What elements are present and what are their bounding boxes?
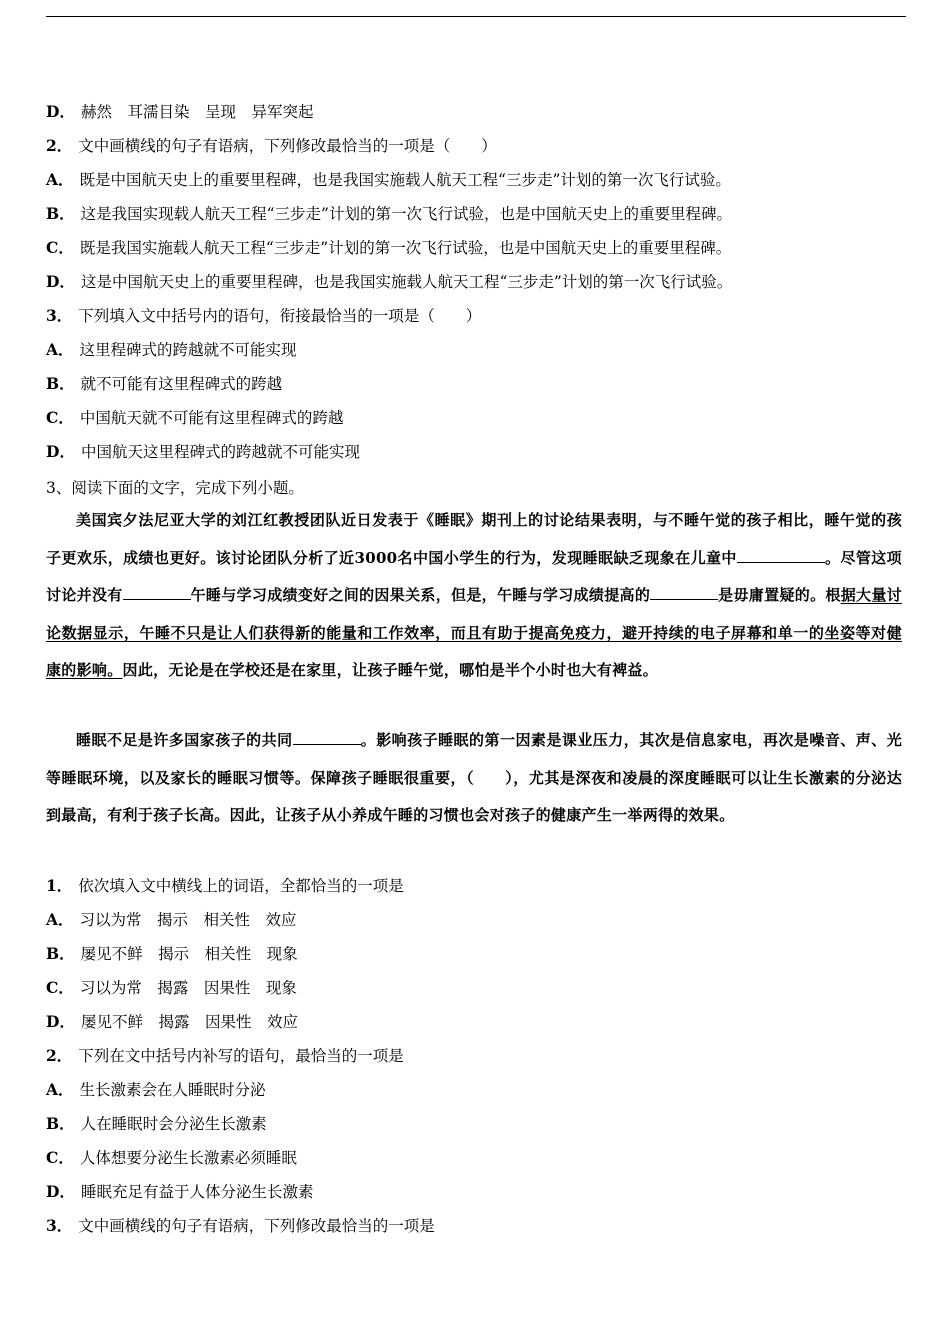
sq3-stem: [46, 1216, 435, 1236]
question-text: 文中画横线的句子有语病，下列修改最恰当的一项是（ ）: [78, 137, 497, 155]
option-text: 赫然 耳濡目染 呈现 异军突起: [80, 103, 314, 121]
option-letter: A．: [46, 910, 74, 929]
q2-stem: [46, 136, 497, 156]
q3-option-c: [46, 408, 343, 428]
option-letter: C．: [46, 238, 74, 257]
fill-blank: [293, 728, 361, 745]
sq1-option-c: [46, 978, 297, 998]
option-text: 人在睡眠时会分泌生长激素: [80, 1115, 267, 1133]
q3-option-b: [46, 374, 282, 394]
sq1-option-d: [46, 1012, 298, 1032]
option-text: 既是我国实施载人航天工程“三步走”计划的第一次飞行试验，也是中国航天史上的重要里程碑。: [79, 239, 732, 257]
option-letter: B．: [46, 374, 75, 393]
question-text: 下列在文中括号内补写的语句，最恰当的一项是: [78, 1047, 404, 1065]
passage-text: 因此，无论是在学校还是在家里，让孩子睡午觉，哪怕是半个小时也大有裨益。: [122, 661, 659, 679]
sq1-option-a: [46, 910, 297, 930]
section-heading: 3、阅读下面的文字，完成下列小题。: [46, 479, 304, 497]
passage-paragraph-1: [46, 502, 902, 690]
option-letter: B．: [46, 1114, 75, 1133]
question-text: 下列填入文中括号内的语句，衔接最恰当的一项是（ ）: [78, 307, 482, 325]
option-letter: B．: [46, 944, 75, 963]
q2-option-c: [46, 238, 731, 258]
option-text: 中国航天这里程碑式的跨越就不可能实现: [80, 443, 360, 461]
option-text: 这是我国实现载人航天工程“三步走”计划的第一次飞行试验，也是中国航天史上的重要里程碑。: [80, 205, 732, 223]
option-text: 屡见不鲜 揭示 相关性 现象: [80, 945, 298, 963]
passage-text: 。影响孩子睡眠的第一因素是课业压力，其次是信息家电，再次是噪音、声、光等睡眠环境，以及家长的睡眠习惯等。保障孩子睡眠很重要，（ ），尤其是深夜和凌晨的深度睡眠可以让生长激素的分泌达到最高，有利于孩子长高。因此，让孩子从小养成午睡的习惯也会对孩子的健康产生一举两得的效果。: [46, 731, 902, 824]
option-letter: B．: [46, 204, 75, 223]
underlined-sentence: 据大量讨论数据显示，午睡不只是让人们获得新的能量和工作效率，而且有助于提高免疫力，避开持续的电子屏幕和单一的坐姿等对健康的影响。: [46, 586, 902, 679]
sq2-option-d: [46, 1182, 313, 1202]
sq2-stem: [46, 1046, 404, 1066]
sq1-option-b: [46, 944, 298, 964]
option-text: 人体想要分泌生长激素必须睡眠: [79, 1149, 297, 1167]
question-number: 3．: [46, 1216, 73, 1235]
q2-option-b: [46, 204, 732, 224]
sq1-stem: [46, 876, 404, 896]
sq2-option-a: [46, 1080, 266, 1100]
option-text: 就不可能有这里程碑式的跨越: [80, 375, 283, 393]
option-text: 既是中国航天史上的重要里程碑，也是我国实施载人航天工程“三步走”计划的第一次飞行试验。: [79, 171, 731, 189]
passage-text: 午睡与学习成绩变好之间的因果关系，但是，午睡与学习成绩提高的: [190, 586, 651, 604]
option-letter: C．: [46, 408, 74, 427]
q3-option-a: [46, 340, 297, 360]
option-text: 这是中国航天史上的重要里程碑，也是我国实施载人航天工程“三步走”计划的第一次飞行试验。: [80, 273, 733, 291]
option-text: 习以为常 揭露 因果性 现象: [79, 979, 297, 997]
passage-paragraph-2: [46, 722, 902, 835]
q3-stem: [46, 306, 481, 326]
sq2-option-b: [46, 1114, 267, 1134]
question-number: 1．: [46, 876, 73, 895]
question-text: 依次填入文中横线上的词语，全都恰当的一项是: [78, 877, 404, 895]
option-letter: A．: [46, 170, 74, 189]
option-text: 中国航天就不可能有这里程碑式的跨越: [79, 409, 344, 427]
fill-blank: [803, 546, 825, 563]
question-number: 3．: [46, 306, 73, 325]
passage-text: 睡眠不足是许多国家孩子的共同: [76, 731, 293, 749]
q1-option-d: [46, 102, 313, 122]
option-letter: D．: [46, 102, 75, 121]
fill-blank: [737, 546, 803, 563]
option-text: 睡眠充足有益于人体分泌生长激素: [80, 1183, 314, 1201]
option-letter: A．: [46, 340, 74, 359]
fill-blank: [123, 583, 191, 600]
question-number: 2．: [46, 1046, 73, 1065]
option-letter: D．: [46, 1012, 75, 1031]
option-letter: D．: [46, 1182, 75, 1201]
option-text: 生长激素会在人睡眠时分泌: [79, 1081, 266, 1099]
q2-option-a: [46, 170, 731, 190]
option-text: 这里程碑式的跨越就不可能实现: [79, 341, 297, 359]
header-rule: [46, 16, 906, 17]
option-letter: D．: [46, 272, 75, 291]
option-text: 习以为常 揭示 相关性 效应: [79, 911, 297, 929]
q2-option-d: [46, 272, 732, 292]
passage-text: 是毋庸置疑的。根: [718, 586, 841, 604]
passage-text: 。尽管这项讨论并没有: [46, 548, 902, 604]
option-letter: C．: [46, 1148, 74, 1167]
passage-text: 美国宾夕法尼亚大学的刘江红教授团队近日发表于《睡眠》期刊上的讨论结果表明，与不睡午觉的孩子相比，睡午觉的孩子更欢乐，成绩也更好。该讨论团队分析了近3000名中国小学生的行为，发现睡眠缺乏现象在儿童中: [46, 511, 902, 567]
option-text: 屡见不鲜 揭露 因果性 效应: [80, 1013, 298, 1031]
question-number: 2．: [46, 136, 73, 155]
option-letter: A．: [46, 1080, 74, 1099]
sq2-option-c: [46, 1148, 297, 1168]
q3-option-d: [46, 442, 360, 462]
option-letter: C．: [46, 978, 74, 997]
fill-blank: [650, 583, 718, 600]
option-letter: D．: [46, 442, 75, 461]
question-text: 文中画横线的句子有语病，下列修改最恰当的一项是: [78, 1217, 435, 1235]
